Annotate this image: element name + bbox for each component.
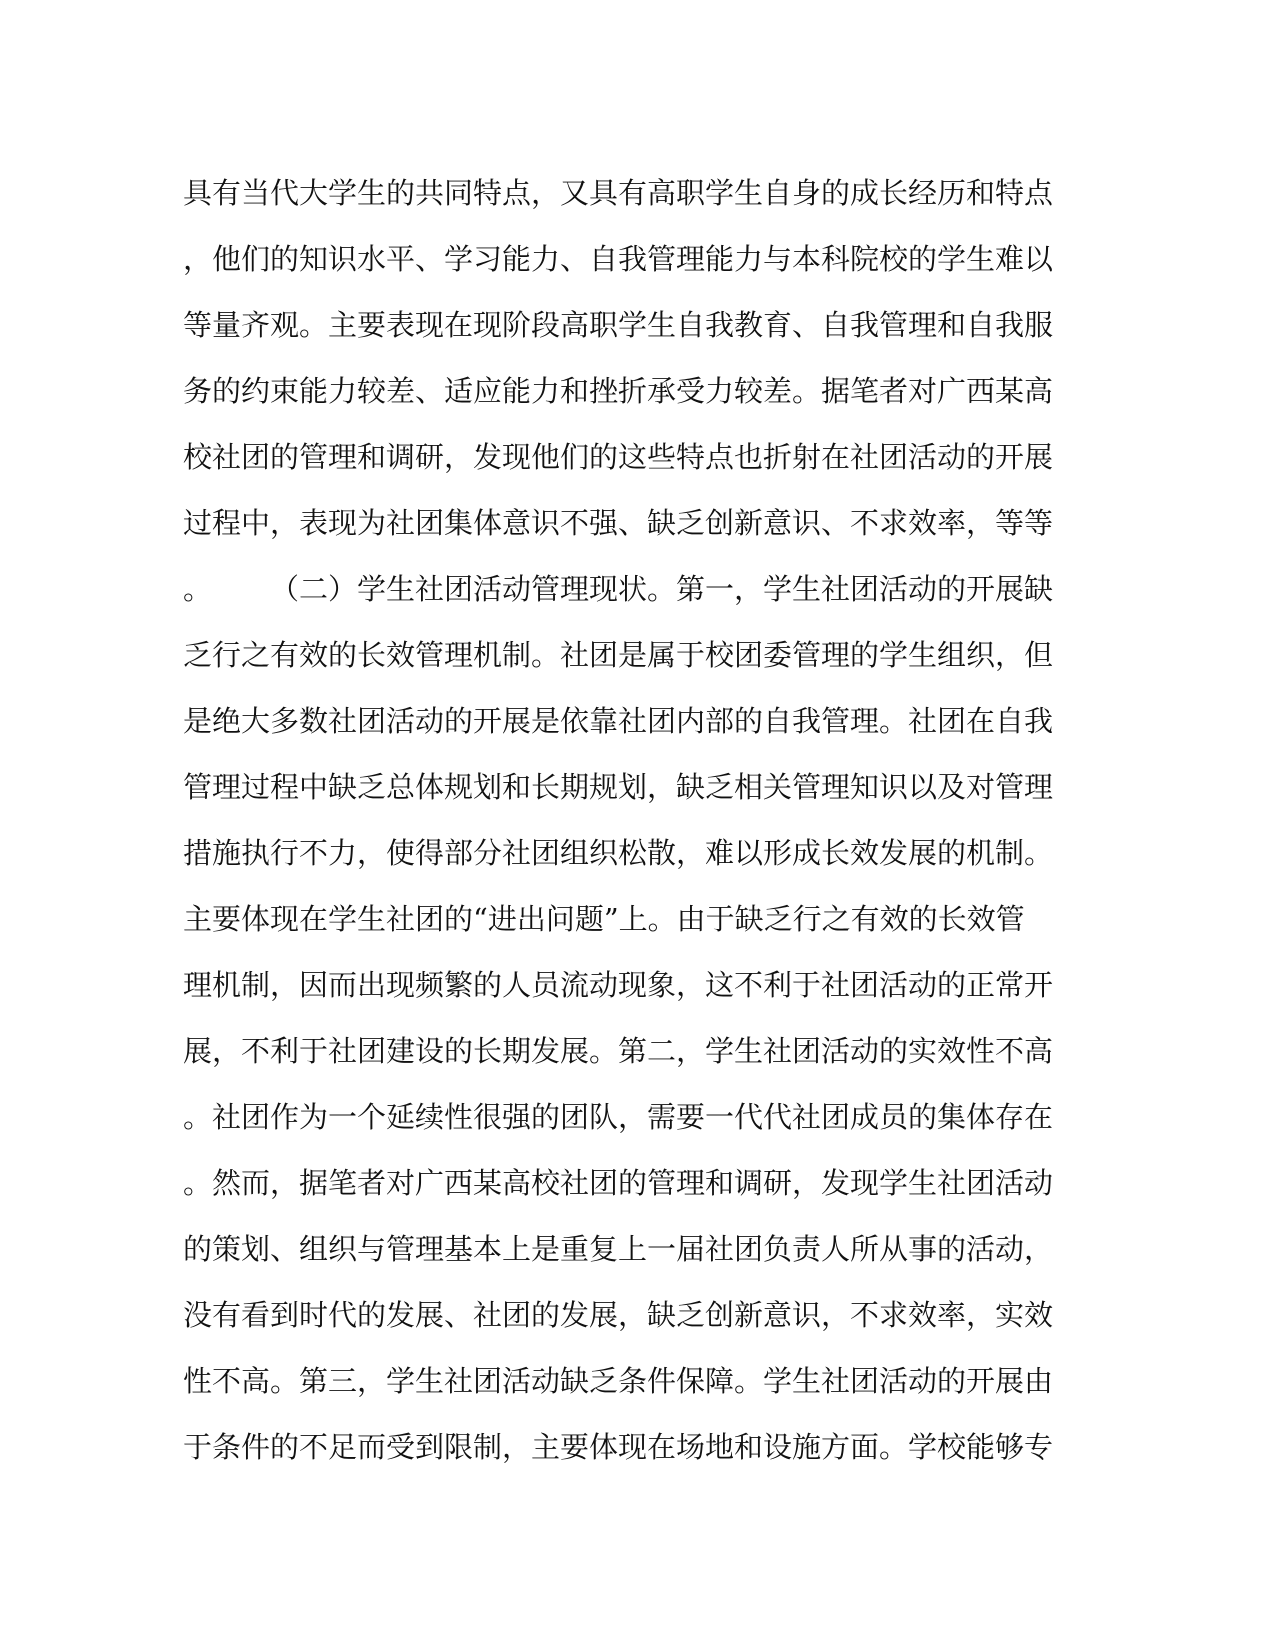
text-line: 。然而，据笔者对广西某高校社团的管理和调研，发现学生社团活动 bbox=[183, 1166, 1054, 1200]
text-line: 措施执行不力，使得部分社团组织松散，难以形成长效发展的机制。 bbox=[183, 836, 1054, 870]
text-line: 没有看到时代的发展、社团的发展，缺乏创新意识，不求效率，实效 bbox=[183, 1298, 1054, 1332]
text-line: 务的约束能力较差、适应能力和挫折承受力较差。据笔者对广西某高 bbox=[183, 374, 1054, 408]
text-line: 校社团的管理和调研，发现他们的这些特点也折射在社团活动的开展 bbox=[183, 440, 1054, 474]
text-line: 的策划、组织与管理基本上是重复上一届社团负责人所从事的活动， bbox=[183, 1232, 1054, 1266]
text-line: 管理过程中缺乏总体规划和长期规划，缺乏相关管理知识以及对管理 bbox=[183, 770, 1054, 804]
text-line: 于条件的不足而受到限制，主要体现在场地和设施方面。学校能够专 bbox=[183, 1430, 1054, 1464]
text-line: 主要体现在学生社团的“进出问题”上。由于缺乏行之有效的长效管 bbox=[183, 902, 1025, 936]
text-line: 。 （二）学生社团活动管理现状。第一，学生社团活动的开展缺 bbox=[183, 572, 1054, 606]
text-line: 乏行之有效的长效管理机制。社团是属于校团委管理的学生组织，但 bbox=[183, 638, 1054, 672]
text-line: 具有当代大学生的共同特点，又具有高职学生自身的成长经历和特点 bbox=[183, 176, 1054, 210]
text-line: 性不高。第三，学生社团活动缺乏条件保障。学生社团活动的开展由 bbox=[183, 1364, 1054, 1398]
text-line: 是绝大多数社团活动的开展是依靠社团内部的自我管理。社团在自我 bbox=[183, 704, 1054, 738]
body-text bbox=[183, 160, 1054, 1480]
text-line: 过程中，表现为社团集体意识不强、缺乏创新意识、不求效率，等等 bbox=[183, 506, 1054, 540]
text-line: 等量齐观。主要表现在现阶段高职学生自我教育、自我管理和自我服 bbox=[183, 308, 1054, 342]
text-line: 展，不利于社团建设的长期发展。第二，学生社团活动的实效性不高 bbox=[183, 1034, 1054, 1068]
text-line: 理机制，因而出现频繁的人员流动现象，这不利于社团活动的正常开 bbox=[183, 968, 1054, 1002]
text-line: 。社团作为一个延续性很强的团队，需要一代代社团成员的集体存在 bbox=[183, 1100, 1054, 1134]
text-line: ，他们的知识水平、学习能力、自我管理能力与本科院校的学生难以 bbox=[183, 242, 1054, 276]
